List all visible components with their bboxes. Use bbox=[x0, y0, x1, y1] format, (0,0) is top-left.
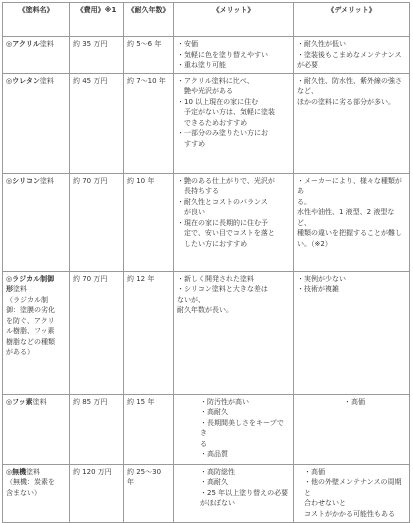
durability-value-cont: 年 bbox=[127, 478, 134, 486]
merit-line: がほぼない bbox=[200, 499, 235, 507]
table-row bbox=[3, 271, 410, 394]
merit-line: ・艶のある仕上がりで、光沢が bbox=[177, 176, 275, 185]
table-row bbox=[3, 37, 410, 74]
durability-value: 約 12 年 bbox=[127, 274, 155, 283]
paint-name-note-line: 樹脂などの種類 bbox=[6, 337, 55, 346]
header-durability: 《耐久年数》 bbox=[124, 3, 174, 37]
demerit-line: ・塗装後もこまめなメンテナンス bbox=[297, 50, 402, 59]
merit-line: ・長期間美しさをキープでき bbox=[200, 418, 284, 437]
durability-cell bbox=[124, 271, 174, 394]
merit-line: ・高耐久 bbox=[200, 408, 228, 416]
durability-value: 約 5〜6 年 bbox=[127, 40, 162, 48]
cost-cell: 約 35 万円 bbox=[70, 37, 124, 74]
demerit-line: 種類の違いを把握することが難し bbox=[297, 229, 402, 237]
cost-cell: 約 45 万円 bbox=[70, 73, 124, 173]
demerit-line: 水性や油性、1 液型、2 液型など、 bbox=[297, 208, 395, 227]
demerit-line: い。（※2） bbox=[297, 239, 332, 248]
merit-line: すすめ bbox=[177, 139, 206, 148]
merit-line: 長持ちする bbox=[177, 187, 219, 195]
paint-name-bold: ◎無機 bbox=[6, 467, 27, 476]
table-row bbox=[3, 173, 410, 271]
cost-cell: 約 120 万円 bbox=[70, 464, 124, 522]
durability-value: 約 10 年 bbox=[127, 176, 155, 185]
paint-name-note-line: （ラジカル制 bbox=[6, 295, 48, 304]
cost-cell: 約 85 万円 bbox=[70, 394, 124, 464]
durability-cell bbox=[124, 464, 174, 522]
merit-line: ・高耐久 bbox=[200, 478, 228, 486]
merit-line: ・一部分のみ塗りたい方にお bbox=[177, 129, 268, 137]
merit-line: る bbox=[200, 439, 207, 448]
demerit-line: が必要 bbox=[297, 61, 318, 69]
demerit-line: ほかの塗料に劣る部分が多い。 bbox=[297, 97, 395, 106]
demerit-line: ・メーカーにより、様々な種類があ bbox=[297, 176, 402, 195]
merit-line: 定で、安い目でコストを落と bbox=[177, 229, 275, 237]
merit-line: ・防汚性が高い bbox=[200, 397, 249, 406]
merit-line: ・現在の家に長期的に住む予 bbox=[177, 218, 268, 227]
paint-name-cell bbox=[3, 271, 70, 394]
table-row bbox=[3, 394, 410, 464]
demerit-cell bbox=[294, 37, 410, 74]
demerit-cell bbox=[294, 73, 410, 173]
paint-comparison-table bbox=[2, 2, 410, 523]
merit-line: できるためおすすめ bbox=[177, 118, 248, 127]
paint-name-bold: ◎アクリル bbox=[6, 40, 40, 48]
paint-name-cell bbox=[3, 173, 70, 271]
merit-line: ・重ね塗り可能 bbox=[177, 61, 226, 69]
paint-name-note-line: 御：塗膜の劣化 bbox=[6, 306, 55, 314]
header-cost: 《費用》※1 bbox=[70, 3, 124, 37]
merit-line: ・安価 bbox=[177, 40, 198, 48]
demerit-cell bbox=[294, 394, 410, 464]
merit-line: ・気軽に色を塗り替えやすい bbox=[177, 50, 268, 59]
merit-cell bbox=[174, 464, 294, 522]
durability-cell bbox=[124, 73, 174, 173]
durability-cell bbox=[124, 173, 174, 271]
demerit-line: ・技術が複雑 bbox=[297, 285, 339, 293]
cost-cell: 約 70 万円 bbox=[70, 271, 124, 394]
demerit-line: る。 bbox=[297, 197, 311, 206]
paint-name-bold: ◎フッ素 bbox=[6, 397, 33, 406]
merit-line: ・シリコン塗料と大きな差は bbox=[177, 285, 268, 293]
paint-name-cell bbox=[3, 73, 70, 173]
paint-name-note-line: 含まない） bbox=[6, 488, 41, 497]
header-paint-name: 《塗料名》 bbox=[3, 3, 70, 37]
paint-name-note-line: ル樹脂、フッ素 bbox=[6, 327, 55, 335]
table-row bbox=[3, 73, 410, 173]
paint-name-note-line: がある） bbox=[6, 348, 34, 356]
paint-name-bold-cont: 形 bbox=[6, 285, 13, 293]
merit-line: ・25 年以上塗り替えの必要 bbox=[200, 488, 289, 497]
merit-line: ・新しく開発された塗料 bbox=[177, 274, 254, 283]
demerit-line: ・高価 bbox=[304, 467, 325, 476]
paint-name-note-line: （無機：炭素を bbox=[6, 478, 55, 486]
demerit-cell bbox=[294, 464, 410, 522]
demerit-line: ・高価 bbox=[344, 397, 365, 406]
table-row bbox=[3, 464, 410, 522]
demerit-line: ・実例が少ない bbox=[297, 274, 346, 283]
demerit-line: ・他の外壁メンテナンスの周期と bbox=[304, 478, 402, 497]
demerit-line: ・耐久性、防水性、紫外線の強さなど、 bbox=[297, 76, 402, 95]
durability-value: 約 7〜10 年 bbox=[127, 76, 166, 85]
paint-name-suffix: 塗料 bbox=[26, 467, 41, 476]
demerit-line: ・耐久性が低い bbox=[297, 40, 346, 48]
paint-name-cell bbox=[3, 464, 70, 522]
merit-cell bbox=[174, 271, 294, 394]
paint-name-suffix: 塗料 bbox=[13, 285, 27, 293]
paint-name-bold: ◎シリコン bbox=[6, 176, 40, 185]
durability-value: 約 15 年 bbox=[127, 397, 155, 406]
demerit-cell bbox=[294, 173, 410, 271]
merit-line: 予定がない方は、気軽に塗装 bbox=[177, 108, 275, 116]
merit-line: ・耐久性とコストのバランス bbox=[177, 197, 268, 206]
paint-name-suffix: 塗料 bbox=[39, 176, 54, 185]
paint-name-cell bbox=[3, 394, 70, 464]
merit-line: ・高品質 bbox=[200, 450, 228, 458]
cost-cell: 約 70 万円 bbox=[70, 173, 124, 271]
paint-name-bold: ◎ウレタン bbox=[6, 76, 40, 85]
merit-cell bbox=[174, 394, 294, 464]
merit-cell bbox=[174, 73, 294, 173]
demerit-line: コストがかかる可能性もある bbox=[304, 509, 395, 518]
paint-name-suffix: 塗料 bbox=[39, 40, 54, 48]
merit-cell bbox=[174, 37, 294, 74]
paint-name-suffix: 塗料 bbox=[39, 76, 54, 85]
durability-cell bbox=[124, 394, 174, 464]
merit-line: ・高防総性 bbox=[200, 467, 235, 476]
durability-value: 約 25〜30 bbox=[127, 467, 162, 476]
merit-line: したい方におすすめ bbox=[177, 239, 248, 248]
paint-name-bold: ◎ラジカル制御 bbox=[6, 274, 55, 283]
demerit-cell bbox=[294, 271, 410, 394]
paint-name-note-line: を防ぐ、アクリ bbox=[6, 316, 55, 325]
merit-line: ないが、 bbox=[177, 295, 205, 304]
merit-line: 耐久年数が長い。 bbox=[177, 306, 233, 314]
header-demerit: 《デメリット》 bbox=[294, 3, 410, 37]
header-row bbox=[3, 3, 410, 37]
merit-line: ・10 以上現在の家に住む bbox=[177, 97, 259, 106]
merit-cell bbox=[174, 173, 294, 271]
paint-name-suffix: 塗料 bbox=[32, 397, 47, 406]
header-merit: 《メリット》 bbox=[174, 3, 294, 37]
durability-cell bbox=[124, 37, 174, 74]
merit-line: が良い bbox=[177, 208, 205, 216]
merit-line: 艶や光沢がある bbox=[177, 87, 233, 95]
merit-line: ・アクリル塗料に比べ、 bbox=[177, 76, 254, 85]
paint-name-cell bbox=[3, 37, 70, 74]
demerit-line: 合わせないと bbox=[304, 499, 346, 507]
